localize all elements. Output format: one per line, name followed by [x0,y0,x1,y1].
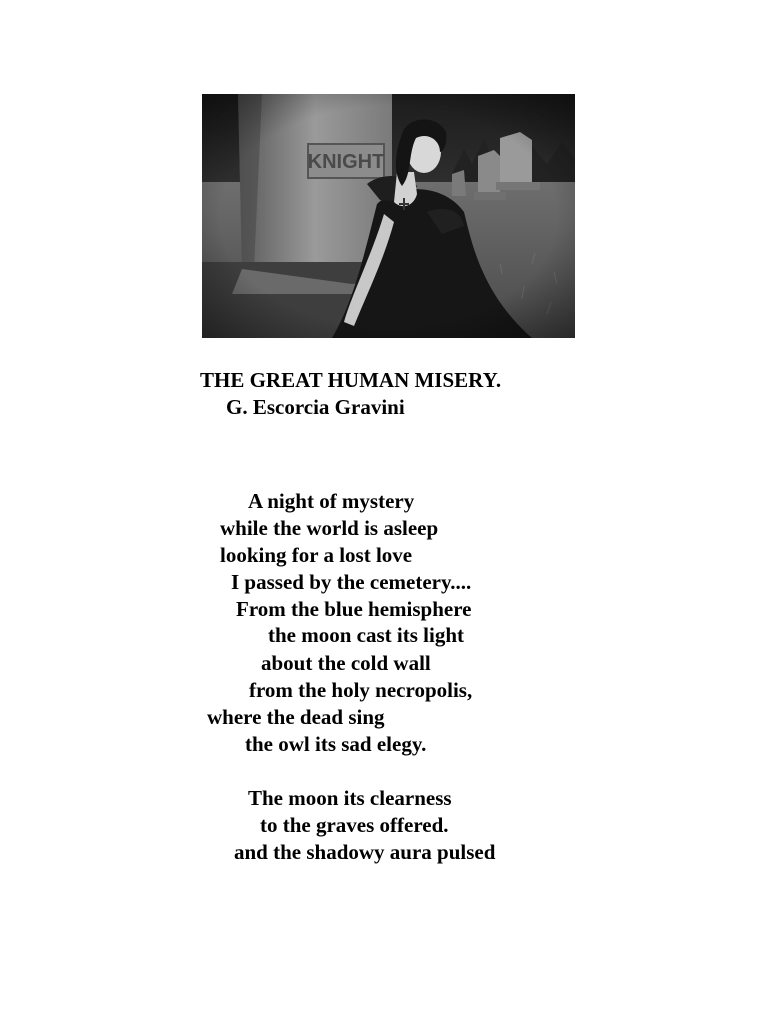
poem-line: From the blue hemisphere [236,597,472,621]
poem-line: I passed by the cemetery.... [231,570,472,594]
poem-line: to the graves offered. [260,813,449,837]
poem-line: from the holy necropolis, [249,678,473,702]
poem-line: The moon its clearness [248,786,452,810]
poem-line: and the shadowy aura pulsed [234,840,496,864]
poem-title: THE GREAT HUMAN MISERY. [200,368,502,392]
poem-line: A night of mystery [248,489,415,513]
cemetery-photo [202,94,575,338]
poem-line: looking for a lost love [220,543,413,567]
poem-line: about the cold wall [261,651,431,675]
poem-line: where the dead sing [207,705,385,729]
poem-author: G. Escorcia Gravini [226,395,405,419]
poem-line: the moon cast its light [268,623,464,647]
poem-line: the owl its sad elegy. [245,732,427,756]
poem-line: while the world is asleep [220,516,439,540]
cemetery-illustration [202,94,575,338]
